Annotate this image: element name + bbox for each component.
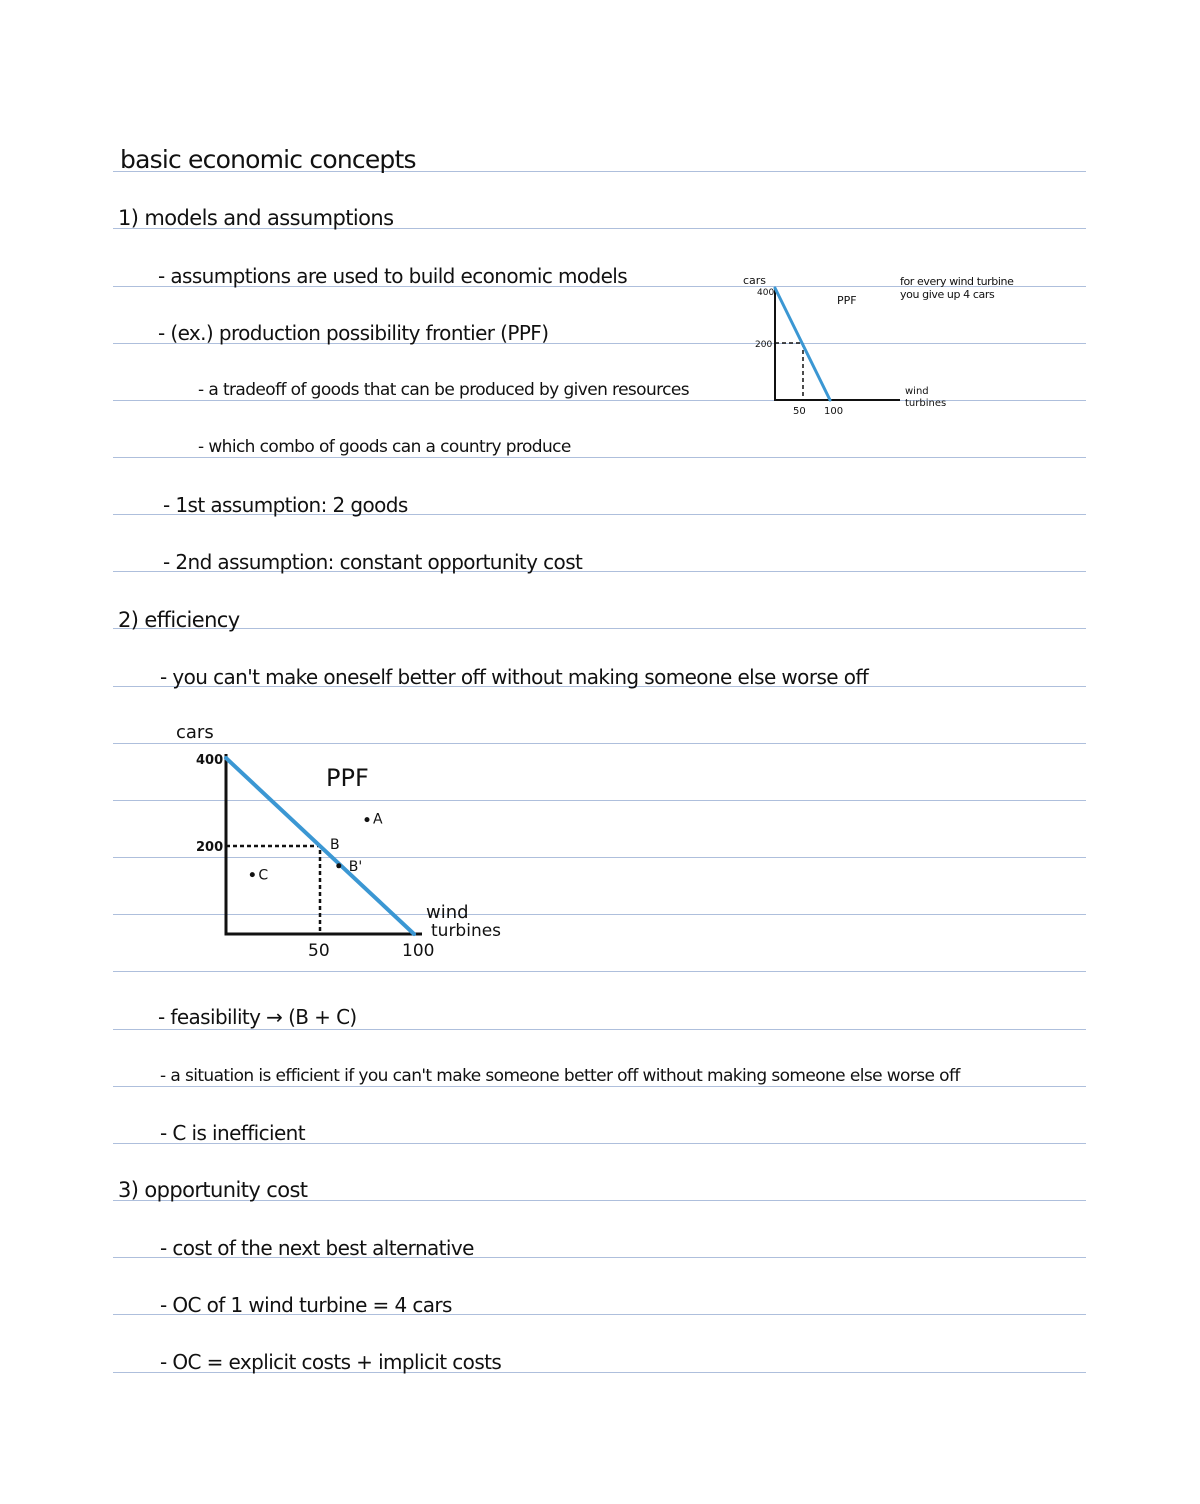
small-x-max-tick: 100 (824, 406, 844, 417)
point-marker (336, 863, 341, 868)
note-line: - which combo of goods can a country produce (198, 437, 571, 457)
point-label: B' (348, 858, 363, 875)
point-label: C (258, 867, 269, 884)
point-marker (365, 817, 370, 822)
note-line: - you can't make oneself better off without making someone else worse off (160, 665, 869, 689)
y-axis-label: cars (176, 722, 214, 743)
ruled-line (113, 628, 1086, 629)
y-tick-200: 200 (196, 840, 224, 855)
chart-guide-lines (226, 846, 320, 934)
small-ppf-curve (775, 288, 830, 400)
small-y-top-tick: 400 (757, 288, 775, 298)
note-line: - 2nd assumption: constant opportunity cost (163, 550, 583, 574)
small-x-label-turbines: turbines (905, 398, 947, 409)
note-line: - 1st assumption: 2 goods (163, 493, 408, 517)
x-axis-label-wind: wind (426, 902, 469, 923)
note-line: - a tradeoff of goods that can be produced by given resources (198, 380, 690, 400)
note-line: - assumptions are used to build economic models (158, 264, 628, 288)
small-x-mid-tick: 50 (793, 406, 806, 417)
y-tick-400: 400 (196, 753, 224, 768)
note-line: - OC = explicit costs + implicit costs (160, 1350, 502, 1374)
note-line: - feasibility → (B + C) (158, 1005, 357, 1029)
small-x-label-wind: wind (905, 386, 929, 397)
ruled-line (113, 971, 1086, 972)
ruled-line (113, 457, 1086, 458)
ppf-chart (160, 722, 520, 962)
small-y-mid-tick: 200 (755, 340, 773, 350)
ruled-line (113, 1086, 1086, 1087)
small-y-label: cars (743, 274, 767, 287)
page-title: basic economic concepts (120, 145, 416, 174)
point-label: A (373, 811, 383, 828)
chart-axes (226, 754, 422, 934)
note-line: - (ex.) production possibility frontier (PPF) (158, 321, 549, 345)
ppf-title: PPF (326, 764, 369, 792)
note-line: - cost of the next best alternative (160, 1236, 474, 1260)
section-heading-opportunity-cost: 3) opportunity cost (118, 1178, 308, 1202)
side-note-1: for every wind turbine (900, 275, 1014, 288)
note-line: - C is inefficient (160, 1121, 305, 1145)
x-axis-label-turbines: turbines (431, 921, 502, 941)
note-line: - OC of 1 wind turbine = 4 cars (160, 1293, 452, 1317)
x-tick-100: 100 (402, 941, 435, 961)
small-guide-lines (775, 343, 803, 400)
x-tick-50: 50 (308, 941, 330, 961)
side-note-2: you give up 4 cars (900, 288, 995, 301)
section-heading-efficiency: 2) efficiency (118, 608, 240, 632)
small-ppf-label: PPF (837, 294, 857, 307)
section-heading-models: 1) models and assumptions (118, 206, 394, 230)
point-label: B (330, 837, 340, 853)
note-line: - a situation is efficient if you can't make someone better off without making someone else worse off (160, 1066, 960, 1086)
point-marker (250, 872, 255, 877)
ruled-line (113, 1029, 1086, 1030)
